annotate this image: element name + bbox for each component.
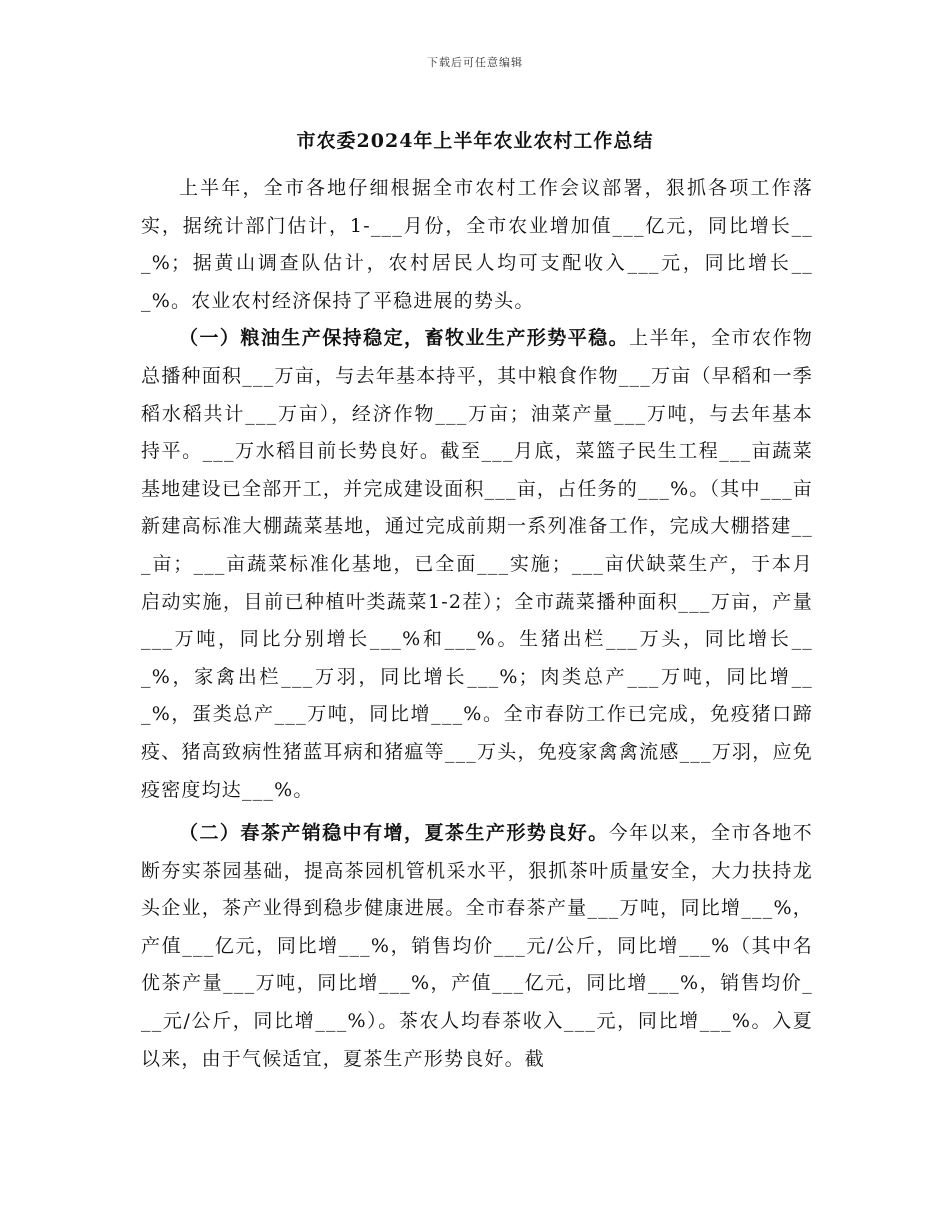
paragraph-intro [141, 170, 813, 320]
paragraph-grain-livestock [141, 320, 813, 809]
paragraph-heading: （二）春茶产销稳中有增，夏茶生产形势良好。 [179, 822, 609, 845]
paragraph-tea [141, 815, 813, 1078]
paragraph-heading: （一）粮油生产保持稳定，畜牧业生产形势平稳。 [179, 327, 630, 350]
document-body [141, 170, 813, 1078]
paragraph-text: 今年以来，全市各地不断夯实茶园基础，提高茶园机管机采水平，狠抓茶叶质量安全，大力扶持龙头企业，茶产业得到稳步健康进展。全市春茶产量___万吨，同比增___%，产值___亿元，同比增___%，销售均价___元/公斤，同比增___%（其中名优茶产量___万吨，同比增___%，产值___亿元，同比增___%，销售均价___元/公斤，同比增___%）。茶农人均春茶收入___元，同比增___%。入夏以来，由于气候适宜，夏茶生产形势良好。截 [141, 822, 813, 1070]
paragraph-text: 上半年，全市农作物总播种面积___万亩，与去年基本持平，其中粮食作物___万亩（早稻和一季稻水稻共计___万亩），经济作物___万亩；油菜产量___万吨，与去年基本持平。___万水稻目前长势良好。截至___月底，菜篮子民生工程___亩蔬菜基地建设已全部开工，并完成建设面积___亩，占任务的___%。（其中___亩新建高标准大棚蔬菜基地，通过完成前期一系列准备工作，完成大棚搭建___亩；___亩蔬菜标准化基地，已全面___实施；___亩伏缺菜生产，于本月启动实施，目前已种植叶类蔬菜1-2茬）；全市蔬菜播种面积___万亩，产量___万吨，同比分别增长___%和___%。生猪出栏___万头，同比增长___%，家禽出栏___万羽，同比增长___%；肉类总产___万吨，同比增___%，蛋类总产___万吨，同比增___%。全市春防工作已完成，免疫猪口蹄疫、猪高致病性猪蓝耳病和猪瘟等___万头，免疫家禽禽流感___万羽，应免疫密度均达___%。 [141, 327, 813, 801]
document-title: 市农委2024年上半年农业农村工作总结 [296, 130, 654, 152]
page-header-note: 下载后可任意编辑 [427, 56, 523, 69]
paragraph-intro-text: 上半年，全市各地仔细根据全市农村工作会议部署，狠抓各项工作落实，据统计部门估计，1-___月份，全市农业增加值___亿元，同比增长___%；据黄山调查队估计，农村居民人均可支配收入___元，同比增长___%。农业农村经济保持了平稳进展的势头。 [141, 177, 813, 312]
